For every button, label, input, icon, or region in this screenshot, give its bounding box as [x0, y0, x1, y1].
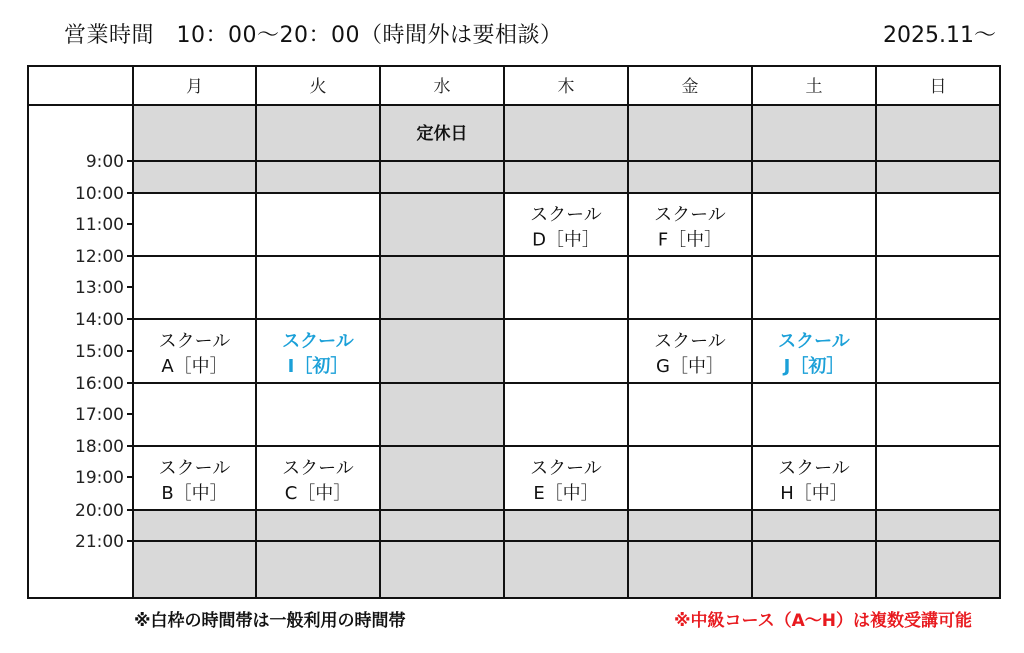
day-header-6: 土 [805, 77, 823, 97]
day-header-7: 日 [929, 77, 947, 97]
page-title: 営業時間 10：00〜20：00（時間外は要相談） [64, 23, 563, 48]
session-block [530, 458, 602, 504]
session-block [282, 458, 354, 504]
closed-band-late [133, 510, 1000, 598]
time-label: 15:00 [75, 342, 124, 362]
closed-day-column [380, 105, 504, 598]
time-label: 21:00 [75, 532, 124, 552]
day-header-5: 金 [681, 77, 699, 97]
closed-band-early [133, 105, 1000, 193]
session-level: D［中］ [532, 229, 600, 251]
session-block [778, 331, 851, 377]
session-level: H［中］ [780, 483, 848, 504]
session-name: スクール [158, 458, 231, 479]
session-level: C［中］ [284, 483, 352, 504]
session-name: スクール [778, 458, 850, 479]
time-label: 13:00 [75, 278, 124, 298]
session-level: B［中］ [161, 483, 228, 504]
time-label: 17:00 [75, 405, 124, 425]
session-block [530, 205, 602, 251]
footer-note-general-use: ※白枠の時間帯は一般利用の時間帯 [134, 611, 406, 631]
session-name: スクール [530, 204, 602, 226]
day-header-1: 月 [186, 77, 203, 97]
day-header-2: 火 [309, 77, 327, 97]
effective-date: 2025.11〜 [883, 23, 996, 48]
session-block [159, 331, 231, 377]
session-level: F［中］ [657, 229, 723, 251]
day-header-4: 木 [557, 77, 575, 97]
session-block [282, 331, 355, 377]
session-level: E［中］ [533, 483, 599, 504]
session-level: I［初］ [287, 356, 349, 377]
session-level: A［中］ [161, 356, 228, 377]
time-label: 12:00 [75, 247, 124, 267]
footer-note-multiple-courses: ※中級コース（A〜H）は複数受講可能 [673, 611, 972, 631]
time-label: 11:00 [75, 215, 124, 235]
time-label: 20:00 [75, 501, 124, 521]
session-name: スクール [778, 331, 850, 352]
session-name: スクール [654, 331, 726, 352]
session-name: スクール [530, 458, 602, 479]
session-block [778, 458, 850, 504]
time-label: 9:00 [85, 152, 124, 172]
session-name: スクール [282, 331, 354, 352]
session-block [654, 331, 726, 377]
time-label: 18:00 [75, 437, 124, 457]
session-name: スクール [654, 204, 726, 226]
session-block [159, 458, 231, 504]
session-name: スクール [158, 331, 231, 352]
time-label: 10:00 [75, 184, 124, 204]
session-level: G［中］ [656, 356, 724, 377]
session-level: J［初］ [783, 356, 845, 377]
time-label: 16:00 [75, 374, 124, 394]
time-label: 19:00 [75, 468, 124, 488]
day-header-3: 水 [433, 77, 451, 97]
time-label: 14:00 [75, 310, 124, 330]
closed-day-label: 定休日 [416, 124, 468, 144]
session-block [654, 205, 726, 251]
session-name: スクール [282, 458, 354, 479]
